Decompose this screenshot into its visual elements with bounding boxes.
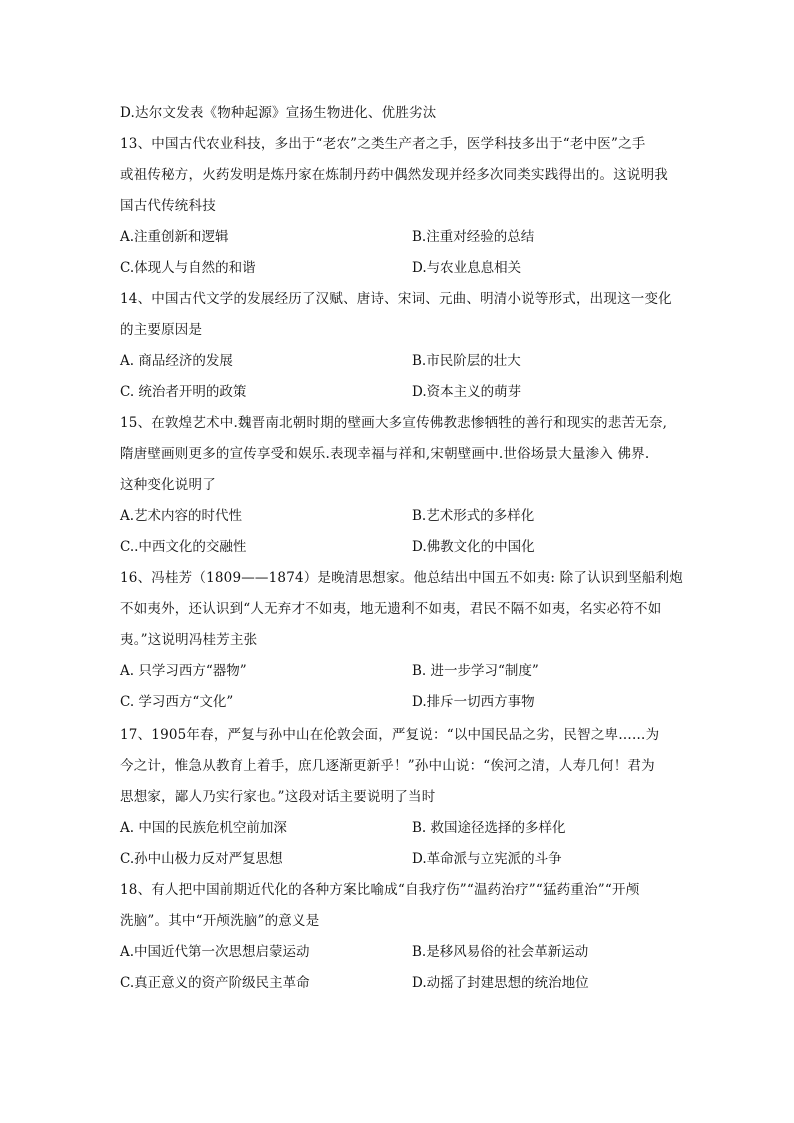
- q16-stem-line-3: 夷。”这说明冯桂芳主张: [120, 632, 258, 648]
- q16-option-c: C. 学习西方“文化”: [120, 694, 234, 710]
- q13-option-d: D.与农业息息相关: [412, 260, 522, 276]
- q18-option-a: A.中国近代第一次思想启蒙运动: [120, 944, 310, 960]
- q15-option-a: A.艺术内容的时代性: [120, 508, 243, 524]
- q13-stem-line-1: 13、中国古代农业科技，多出于“老农”之类生产者之手，医学科技多出于“老中医”之手: [120, 136, 646, 152]
- q15-stem-line-3: 这种变化说明了: [120, 477, 216, 493]
- q15-stem-line-2: 隋唐壁画则更多的宣传享受和娱乐.表现幸福与祥和,宋朝壁画中.世俗场景大量渗入 佛界.: [120, 446, 650, 462]
- q14-stem-line-2: 的主要原因是: [120, 322, 203, 338]
- q14-option-c: C. 统治者开明的政策: [120, 384, 247, 400]
- q14-option-a: A. 商品经济的发展: [120, 353, 233, 369]
- q14-stem-line-1: 14、中国古代文学的发展经历了汉赋、唐诗、宋词、元曲、明清小说等形式，出现这一变化: [120, 291, 672, 307]
- q13-option-a: A.注重创新和逻辑: [120, 229, 229, 245]
- q18-stem-line-2: 洗脑”。其中“开颅洗脑”的意义是: [120, 913, 320, 929]
- q17-stem-line-1: 17、1905年春，严复与孙中山在伦敦会面，严复说：“以中国民品之劣，民智之卑……为: [120, 727, 660, 743]
- q15-option-d: D.佛教文化的中国化: [412, 539, 535, 555]
- q13-stem-line-2: 或祖传秘方，火药发明是炼丹家在炼制丹药中偶然发现并经多次同类实践得出的。这说明我: [120, 167, 668, 183]
- q18-option-b: B.是移风易俗的社会革新运动: [412, 944, 589, 960]
- q16-option-b: B. 进一步学习“制度”: [412, 663, 539, 679]
- q17-stem-line-2: 今之计，惟急从教育上着手，庶几逐渐更新乎！”孙中山说：“俟河之清，人寿几何！君为: [120, 758, 655, 774]
- q17-option-d: D.革命派与立宪派的斗争: [412, 851, 562, 867]
- q17-option-b: B. 救国途径选择的多样化: [412, 820, 566, 836]
- q13-stem-line-3: 国古代传统科技: [120, 198, 216, 214]
- q13-option-c: C.体现人与自然的和谐: [120, 260, 256, 276]
- q12-option-d: D.达尔文发表《物种起源》宣扬生物进化、优胜劣汰: [120, 105, 437, 121]
- q14-option-b: B.市民阶层的壮大: [412, 353, 521, 369]
- q16-stem-line-2: 不如夷外，还认识到“人无弃才不如夷，地无遗利不如夷，君民不隔不如夷，名实必符不如: [120, 601, 662, 617]
- q14-option-d: D.资本主义的萌芽: [412, 384, 522, 400]
- q18-option-d: D.动摇了封建思想的统治地位: [412, 975, 589, 991]
- q18-option-c: C.真正意义的资产阶级民主革命: [120, 975, 310, 991]
- q15-stem-line-1: 15、在敦煌艺术中.魏晋南北朝时期的壁画大多宣传佛教悲惨牺牲的善行和现实的悲苦无奈,: [120, 415, 668, 431]
- q16-stem-line-1: 16、冯桂芳（1809——1874）是晚清思想家。他总结出中国五不如夷: 除了认识到坚船利炮: [120, 570, 683, 586]
- q17-option-a: A. 中国的民族危机空前加深: [120, 820, 287, 836]
- q15-option-b: B.艺术形式的多样化: [412, 508, 535, 524]
- q16-option-d: D.排斥一切西方事物: [412, 694, 535, 710]
- q15-option-c: C..中西文化的交融性: [120, 539, 247, 555]
- q17-stem-line-3: 思想家，鄙人乃实行家也。”这段对话主要说明了当时: [120, 789, 436, 805]
- q13-option-b: B.注重对经验的总结: [412, 229, 535, 245]
- q16-option-a: A. 只学习西方“器物”: [120, 663, 247, 679]
- q18-stem-line-1: 18、有人把中国前期近代化的各种方案比喻成“自我疗伤”“温药治疗”“猛药重治”“开颅: [120, 882, 640, 898]
- q17-option-c: C.孙中山极力反对严复思想: [120, 851, 283, 867]
